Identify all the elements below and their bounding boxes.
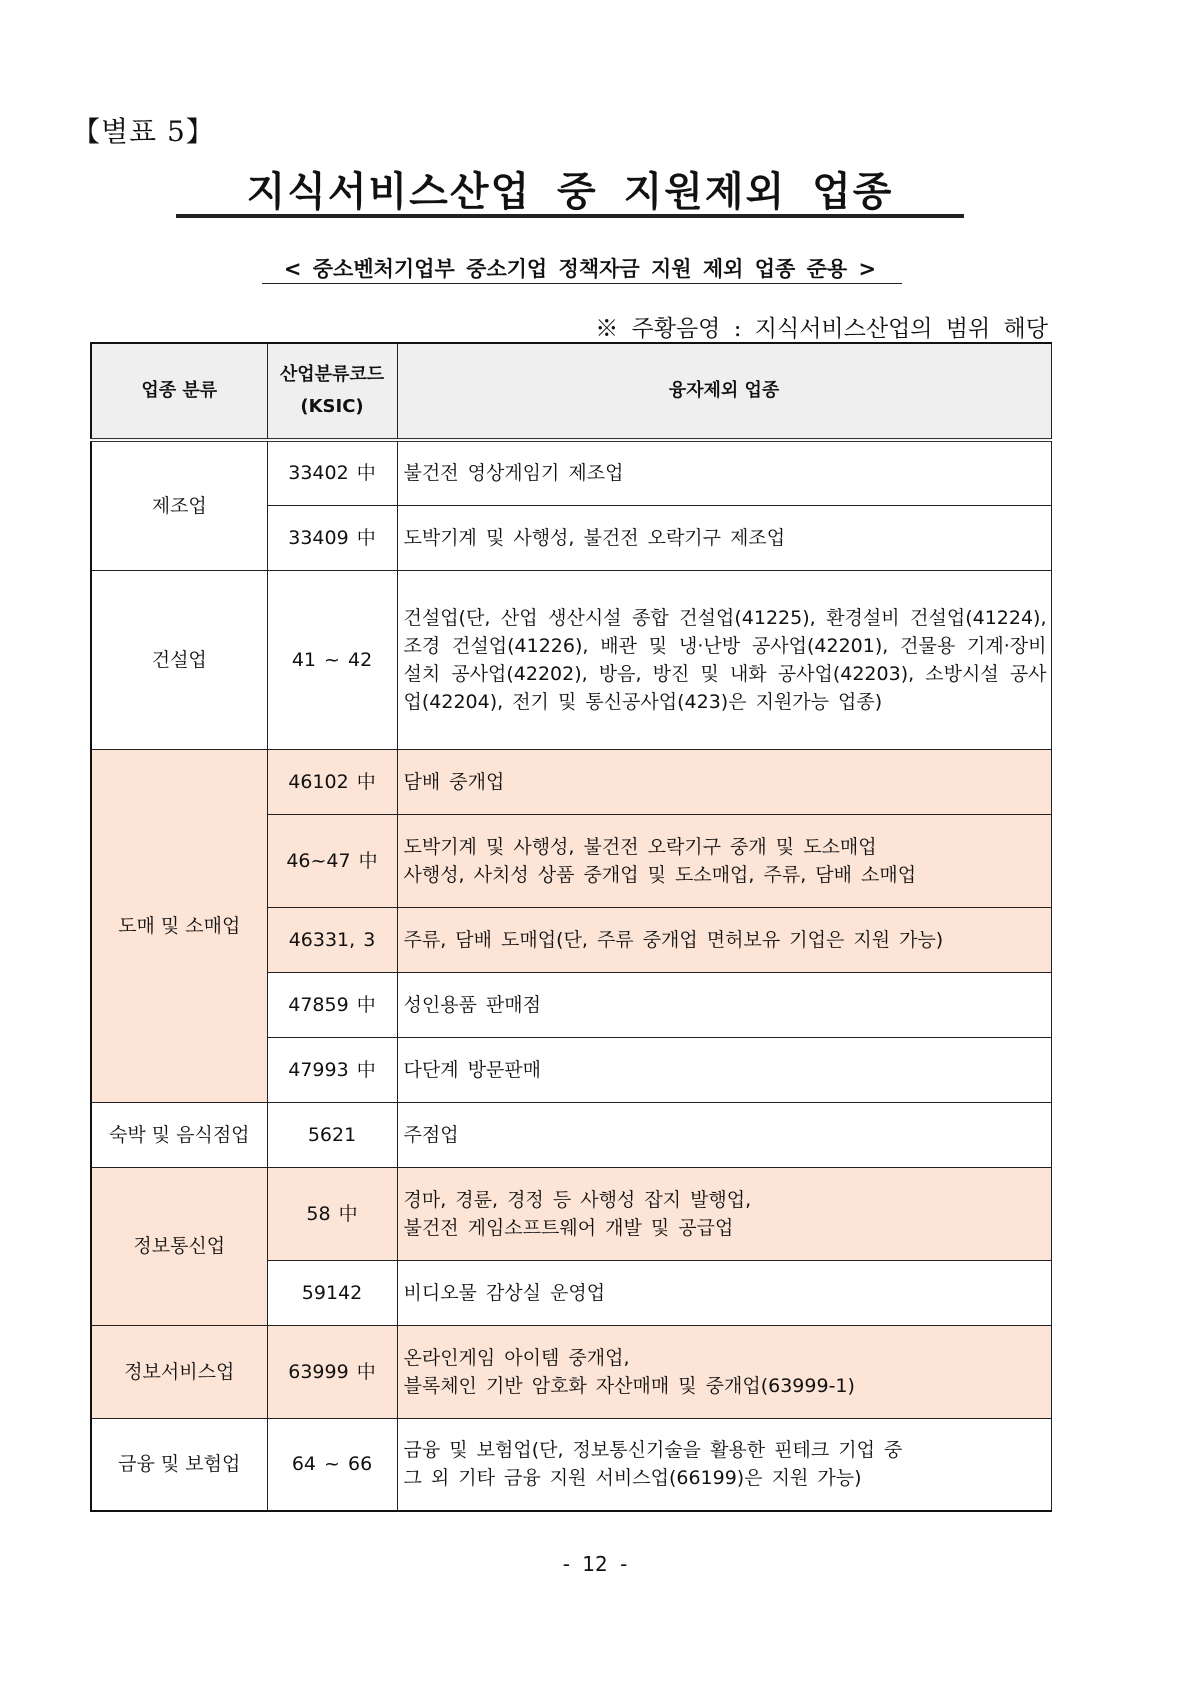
description-line: 주류, 담배 도매업(단, 주류 중개업 면허보유 기업은 지원 가능) [403,928,944,951]
category-cell: 금융 및 보험업 [91,1418,267,1511]
category-cell: 숙박 및 음식점업 [91,1102,267,1167]
description-line: 블록체인 기반 암호화 자산매매 및 중개업(63999-1) [403,1374,855,1397]
header-code-line2: (KSIC) [300,396,364,417]
code-cell: 41 ~ 42 [267,570,397,749]
excluded-industries-table [90,342,1052,1512]
code-cell: 47993 中 [267,1037,397,1102]
description-line: 담배 중개업 [403,770,505,793]
category-cell: 제조업 [91,440,267,570]
description-cell [397,1325,1051,1418]
page-number: - 12 - [562,1552,628,1576]
description-cell [397,1418,1051,1511]
description-cell [397,505,1051,570]
table-row [91,570,1051,749]
description-cell [397,749,1051,814]
category-cell: 정보통신업 [91,1167,267,1325]
table-row [91,1167,1051,1260]
table-row [91,1325,1051,1418]
table-row [91,440,1051,505]
description-line: 불건전 게임소프트웨어 개발 및 공급업 [403,1216,734,1239]
description-cell [397,440,1051,505]
code-cell: 33402 中 [267,440,397,505]
description-cell: 건설업(단, 산업 생산시설 종합 건설업(41225), 환경설비 건설업(41224), 조경 건설업(41226), 배관 및 냉·난방 공사업(42201), 건물용 기계·장비 설치 공사업(42202), 방음, 방진 및 내화 공사업(42203), 소방시설 공사업(42204), 전기 및 통신공사업(423)은 지원가능 업종) [397,570,1051,749]
annex-label: 【별표 5】 [72,115,215,148]
description-line: 온라인게임 아이템 중개업, [403,1346,630,1369]
description-cell [397,1167,1051,1260]
description-cell [397,814,1051,907]
description-line: 경마, 경륜, 경정 등 사행성 잡지 발행업, [403,1188,752,1211]
header-code-line1: 산업분류코드 [279,364,385,385]
description-line: 주점업 [403,1123,459,1146]
header-excluded: 융자제외 업종 [397,343,1051,440]
description-cell [397,972,1051,1037]
code-cell: 5621 [267,1102,397,1167]
category-cell: 도매 및 소매업 [91,749,267,1102]
description-line: 불건전 영상게임기 제조업 [403,462,624,485]
description-line: 성인용품 판매점 [403,993,542,1016]
description-line: 도박기계 및 사행성, 불건전 오락기구 제조업 [403,526,786,549]
code-cell: 47859 中 [267,972,397,1037]
shading-note: ※ 주황음영 : 지식서비스산업의 범위 해당 [595,316,1048,342]
page-subtitle: < 중소벤처기업부 중소기업 정책자금 지원 제외 업종 준용 > [283,257,877,281]
description-cell [397,1037,1051,1102]
description-cell [397,1102,1051,1167]
code-cell: 46102 中 [267,749,397,814]
code-cell: 46331, 3 [267,907,397,972]
category-cell: 건설업 [91,570,267,749]
code-cell: 63999 中 [267,1325,397,1418]
table-row [91,1102,1051,1167]
table-header-row [91,343,1051,440]
title-underline [176,214,964,218]
code-cell: 33409 中 [267,505,397,570]
description-line: 비디오물 감상실 운영업 [403,1281,606,1304]
page-title: 지식서비스산업 중 지원제외 업종 [246,168,894,215]
code-cell: 46~47 中 [267,814,397,907]
code-cell: 64 ~ 66 [267,1418,397,1511]
description-line: 금융 및 보험업(단, 정보통신기술을 활용한 핀테크 기업 중 [403,1439,903,1462]
table-row [91,1418,1051,1511]
code-cell: 59142 [267,1260,397,1325]
description-cell [397,1260,1051,1325]
description-cell [397,907,1051,972]
description-line: 도박기계 및 사행성, 불건전 오락기구 중개 및 도소매업 [403,835,877,858]
subtitle-underline [262,283,902,284]
header-code [267,343,397,440]
header-category: 업종 분류 [91,343,267,440]
category-cell: 정보서비스업 [91,1325,267,1418]
description-line: 그 외 기타 금융 지원 서비스업(66199)은 지원 가능) [403,1467,862,1490]
description-line: 다단계 방문판매 [403,1058,542,1081]
table-row [91,749,1051,814]
code-cell: 58 中 [267,1167,397,1260]
description-line: 사행성, 사치성 상품 중개업 및 도소매업, 주류, 담배 소매업 [403,863,917,886]
